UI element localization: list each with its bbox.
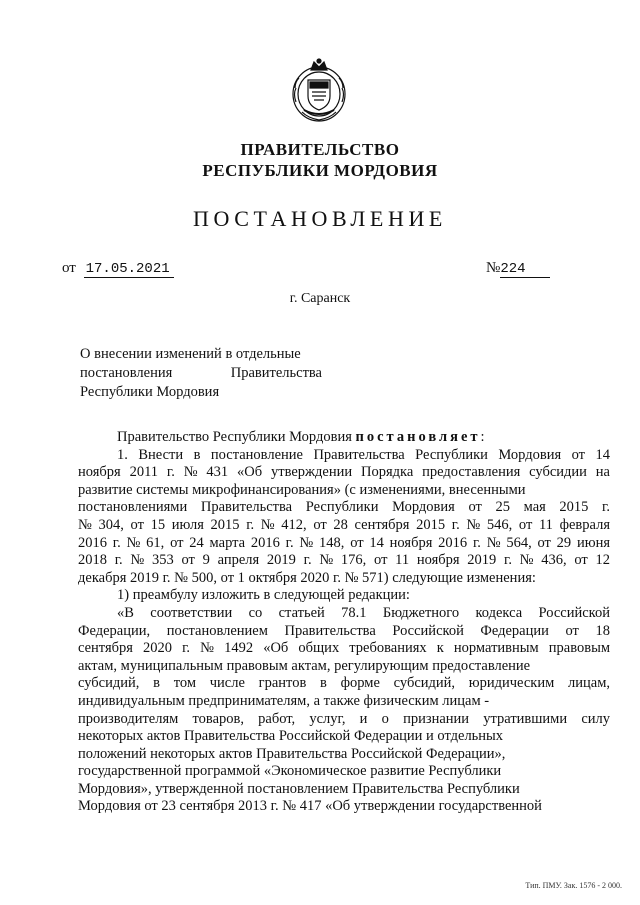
body-line: ноября 2011 г. № 431 «Об утверждении Порядка предоставления субсидии на — [78, 464, 610, 481]
document-subject — [80, 345, 322, 402]
body-line: производителям товаров, работ, услуг, и о признании утратившими силу — [78, 710, 610, 727]
body-line: сентября 2020 г. № 1492 «Об общих требованиях к нормативным правовым — [78, 640, 610, 657]
body-line: 2016 г. № 61, от 24 марта 2016 г. № 148, от 14 ноября 2016 г. № 564, от 29 июня — [78, 534, 610, 551]
number-prefix: № — [486, 260, 501, 276]
body-line: Мордовия», утвержденной постановлением Правительства Республики — [78, 780, 520, 797]
body-line: декабря 2019 г. № 500, от 1 октября 2020 г. № 571) следующие изменения: — [78, 569, 536, 586]
body-intro — [78, 429, 610, 447]
body-line: 1) преамбулу изложить в следующей редакции: — [117, 587, 410, 604]
body-line: постановлениями Правительства Республики Мордовия от 25 мая 2015 г. — [78, 499, 610, 516]
body-line: положений некоторых актов Правительства Российской Федерации», — [78, 745, 506, 762]
body-line: некоторых актов Правительства Российской Федерации и отдельных — [78, 728, 504, 745]
body-line: 1. Внести в постановление Правительства Республики Мордовия от 14 — [117, 446, 610, 463]
body-line: актам, муниципальным правовым актам, регулирующим предоставление — [78, 657, 531, 674]
body-line: государственной программой «Экономическое развитие Республики — [78, 763, 502, 780]
body-line: субсидий, в том числе грантов в форме субсидий, юридическим лицам, — [78, 675, 610, 692]
intro-colon: : — [480, 429, 485, 445]
subject-line: Республики Мордовия — [80, 384, 220, 400]
date-value: 17.05.2021 — [84, 261, 174, 278]
document-body — [78, 429, 610, 816]
body-line: 2018 г. № 353 от 9 апреля 2019 г. № 176, от 11 ноября 2019 г. № 436, от 12 — [78, 552, 610, 569]
intro-verb: постановляет — [355, 429, 481, 445]
subject-word: постановления — [80, 365, 173, 381]
subject-word: Правительства — [230, 365, 322, 381]
coat-of-arms-emblem-icon — [290, 58, 348, 124]
body-line: «В соответствии со статьей 78.1 Бюджетного кодекса Российской — [117, 604, 610, 621]
organization-name-line1: ПРАВИТЕЛЬСТВО — [240, 140, 400, 159]
printer-mark: Тип. ПМУ. Зак. 1576 - 2 000. — [525, 881, 622, 890]
city-label: г. Саранск — [289, 291, 351, 306]
subject-line: О внесении изменений в отдельные — [80, 346, 301, 362]
body-line: Федерации, постановлением Правительства Российской Федерации от 18 — [78, 622, 610, 639]
intro-text: Правительство Республики Мордовия — [117, 429, 352, 445]
body-line: развитие системы микрофинансирования» (с изменениями, внесенными — [78, 481, 526, 498]
document-number-field — [486, 260, 550, 278]
date-prefix: от — [62, 260, 76, 276]
document-number-value: 224 — [500, 261, 550, 278]
body-line: Мордовия от 23 сентября 2013 г. № 417 «Об утверждении государственной — [78, 798, 542, 815]
organization-name-line2: РЕСПУБЛИКИ МОРДОВИЯ — [202, 161, 438, 180]
document-type-title: ПОСТАНОВЛЕНИЕ — [193, 206, 447, 231]
date-field — [62, 260, 174, 278]
body-line: индивидуальным предпринимателям, а также физическим лицам - — [78, 692, 490, 709]
body-line: № 304, от 15 июля 2015 г. № 412, от 28 сентября 2015 г. № 546, от 11 февраля — [78, 516, 610, 533]
subject-line — [80, 364, 322, 383]
